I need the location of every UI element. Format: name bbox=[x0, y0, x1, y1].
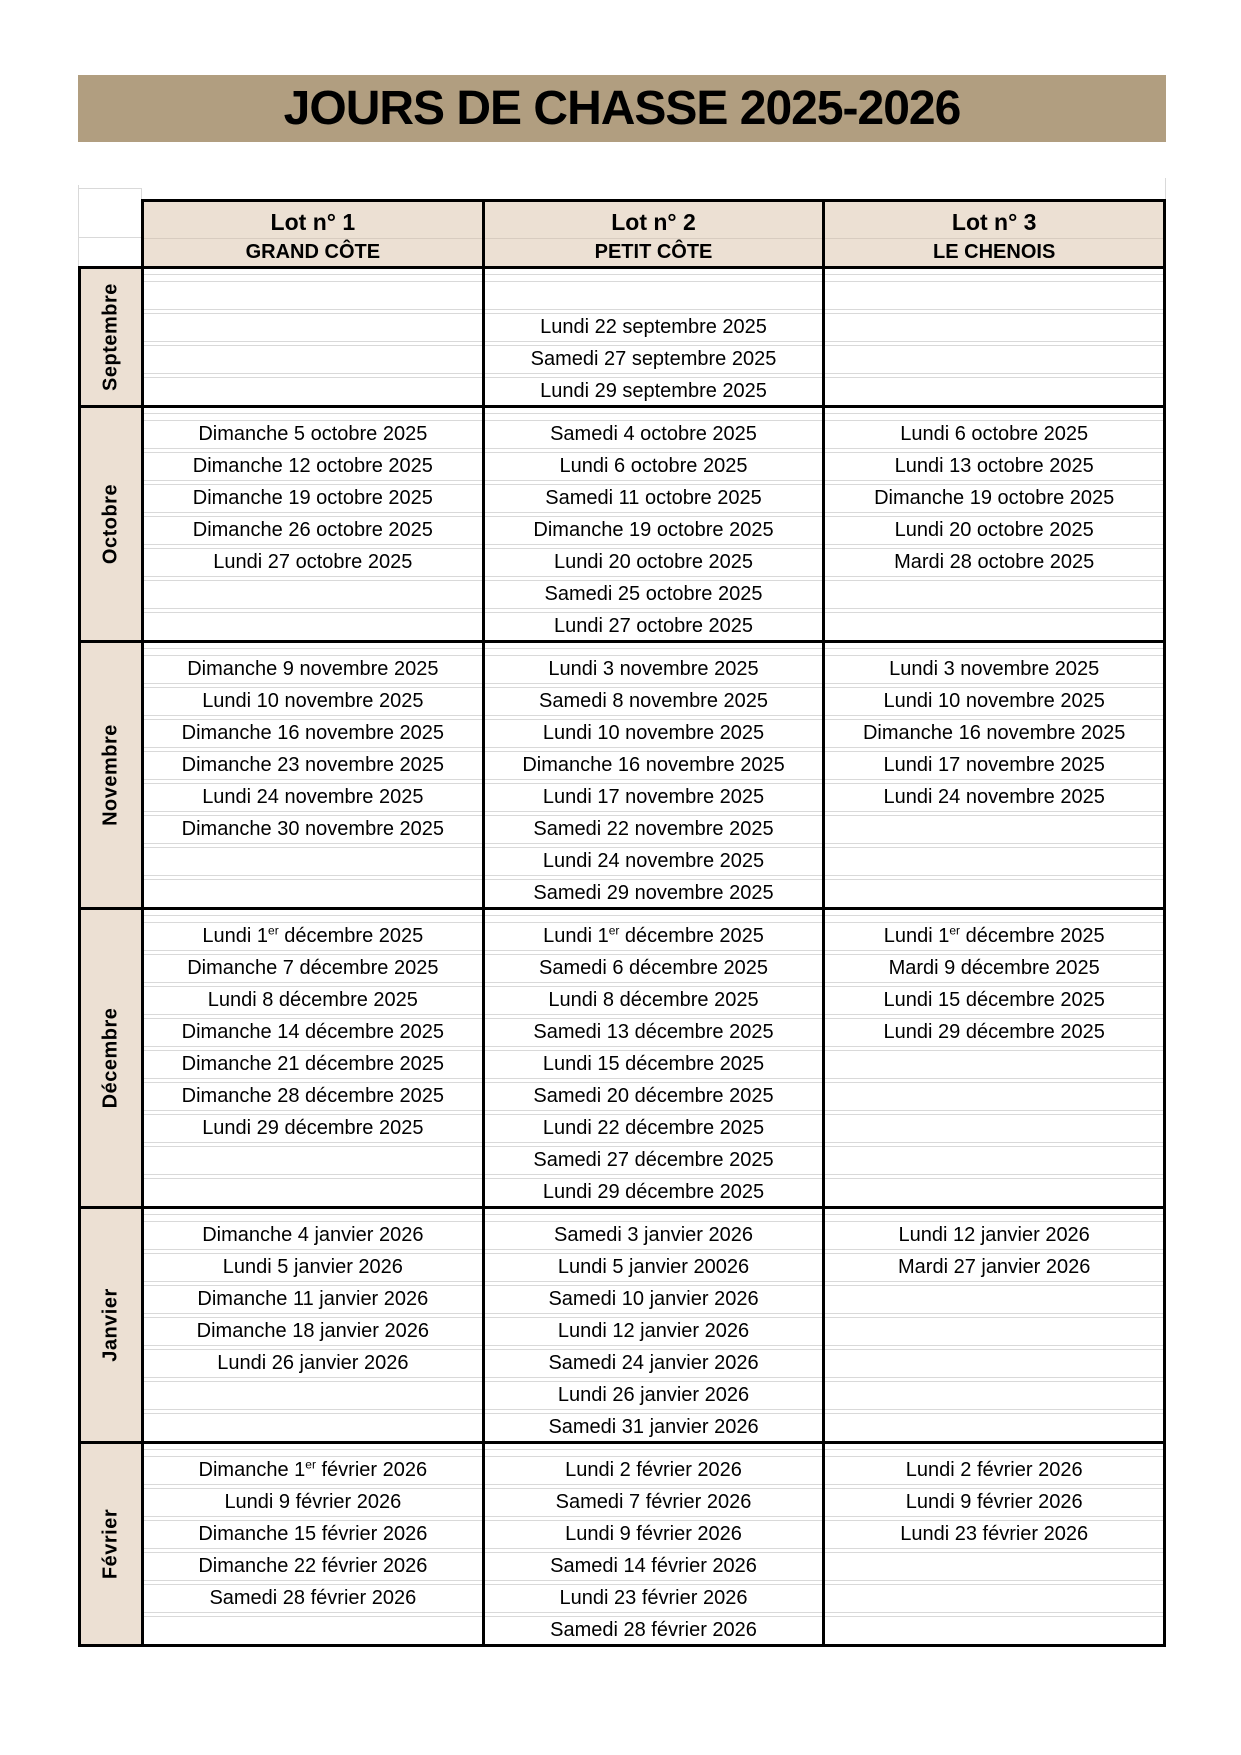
date-cell: Lundi 26 janvier 2026 bbox=[557, 1384, 750, 1406]
date-cell: Lundi 10 novembre 2025 bbox=[542, 722, 765, 744]
spacer-row bbox=[485, 910, 823, 923]
empty-cell bbox=[825, 1179, 1163, 1206]
date-cell: Lundi 12 janvier 2026 bbox=[898, 1224, 1090, 1246]
month-label: Février bbox=[99, 1508, 122, 1580]
month-label-cell bbox=[81, 408, 144, 640]
date-cell: Lundi 1er décembre 2025 bbox=[543, 923, 764, 947]
date-cell: Lundi 27 octobre 2025 bbox=[553, 615, 754, 637]
date-cell: Lundi 13 octobre 2025 bbox=[894, 455, 1094, 477]
lot-2-column bbox=[485, 1209, 826, 1441]
empty-cell bbox=[144, 282, 482, 309]
spacer-row bbox=[825, 1444, 1163, 1457]
date-cell: Lundi 8 décembre 2025 bbox=[548, 989, 759, 1011]
date-cell: Dimanche 19 octobre 2025 bbox=[533, 519, 774, 541]
empty-cell bbox=[825, 378, 1163, 405]
lot-1-column bbox=[144, 643, 485, 907]
ordinal-superscript: er bbox=[949, 923, 961, 938]
date-cell: Dimanche 11 janvier 2026 bbox=[197, 1288, 429, 1310]
title-banner bbox=[78, 75, 1166, 142]
date-cell: Dimanche 18 janvier 2026 bbox=[196, 1320, 430, 1342]
empty-cell bbox=[144, 1617, 482, 1644]
lot-3-column bbox=[825, 1444, 1163, 1644]
date-cell: Dimanche 7 décembre 2025 bbox=[187, 957, 439, 979]
date-cell: Lundi 8 décembre 2025 bbox=[207, 989, 418, 1011]
spacer-row bbox=[144, 910, 482, 923]
date-cell: Dimanche 12 octobre 2025 bbox=[192, 455, 433, 477]
gridline-remnant bbox=[78, 188, 141, 189]
lot-3-column bbox=[825, 408, 1163, 640]
date-cell: Lundi 10 novembre 2025 bbox=[883, 690, 1105, 712]
date-cell: Lundi 15 décembre 2025 bbox=[883, 989, 1105, 1011]
empty-cell bbox=[825, 1382, 1163, 1409]
page-title: JOURS DE CHASSE 2025-2026 bbox=[283, 82, 961, 135]
empty-cell bbox=[825, 282, 1163, 309]
date-cell: Lundi 29 décembre 2025 bbox=[883, 1021, 1105, 1043]
date-cell: Lundi 9 février 2026 bbox=[565, 1523, 742, 1545]
date-cell: Lundi 5 janvier 20026 bbox=[557, 1256, 750, 1278]
empty-cell bbox=[825, 1147, 1163, 1174]
empty-cell bbox=[144, 314, 482, 341]
empty-cell bbox=[825, 1286, 1163, 1313]
lot-2-column bbox=[485, 1444, 826, 1644]
date-cell: Samedi 28 février 2026 bbox=[550, 1619, 757, 1641]
spacer-row bbox=[485, 1444, 823, 1457]
lot-3-name: LE CHENOIS bbox=[933, 241, 1056, 263]
lot-2-column bbox=[485, 269, 826, 405]
date-cell: Dimanche 30 novembre 2025 bbox=[181, 818, 445, 840]
empty-cell bbox=[144, 1414, 482, 1441]
date-cell: Lundi 12 janvier 2026 bbox=[557, 1320, 750, 1342]
date-cell: Lundi 1er décembre 2025 bbox=[202, 923, 424, 947]
date-cell: Dimanche 19 octobre 2025 bbox=[874, 487, 1115, 509]
date-cell: Lundi 23 février 2026 bbox=[559, 1587, 748, 1609]
empty-cell bbox=[825, 613, 1163, 640]
lot-1-label: Lot n° 1 bbox=[144, 202, 482, 239]
date-cell: Dimanche 16 novembre 2025 bbox=[522, 754, 785, 776]
date-cell: Samedi 27 septembre 2025 bbox=[530, 348, 777, 370]
column-header-lot-2 bbox=[485, 202, 826, 266]
column-header-lot-1 bbox=[144, 202, 485, 266]
empty-cell bbox=[825, 880, 1163, 907]
lot-2-column bbox=[485, 408, 826, 640]
month-label: Décembre bbox=[99, 1007, 122, 1109]
date-cell: Dimanche 5 octobre 2025 bbox=[198, 423, 428, 445]
empty-cell bbox=[825, 1414, 1163, 1441]
month-label-cell bbox=[81, 910, 144, 1206]
month-section-decembre bbox=[78, 907, 1166, 1209]
date-cell: Samedi 22 novembre 2025 bbox=[533, 818, 774, 840]
month-label: Septembre bbox=[99, 283, 122, 391]
empty-cell bbox=[144, 1382, 482, 1409]
empty-cell bbox=[485, 282, 823, 309]
date-cell: Dimanche 4 janvier 2026 bbox=[202, 1224, 424, 1246]
month-label-cell bbox=[81, 643, 144, 907]
spacer-row bbox=[144, 643, 482, 656]
table-header-row bbox=[141, 199, 1166, 269]
date-cell: Lundi 23 février 2026 bbox=[900, 1523, 1089, 1545]
lot-1-column bbox=[144, 910, 485, 1206]
date-cell: Lundi 29 décembre 2025 bbox=[542, 1181, 765, 1203]
empty-cell bbox=[825, 581, 1163, 608]
date-cell: Dimanche 23 novembre 2025 bbox=[181, 754, 445, 776]
date-cell: Lundi 27 octobre 2025 bbox=[213, 551, 413, 573]
spacer-row bbox=[825, 643, 1163, 656]
hunting-days-table bbox=[78, 199, 1166, 1647]
date-cell: Samedi 11 octobre 2025 bbox=[545, 487, 762, 509]
month-label: Janvier bbox=[99, 1288, 122, 1362]
date-cell: Samedi 29 novembre 2025 bbox=[533, 882, 774, 904]
date-cell: Dimanche 16 novembre 2025 bbox=[862, 722, 1126, 744]
date-cell: Lundi 29 septembre 2025 bbox=[540, 380, 767, 402]
date-cell: Lundi 9 février 2026 bbox=[224, 1491, 402, 1513]
date-cell: Samedi 8 novembre 2025 bbox=[538, 690, 769, 712]
date-cell: Dimanche 26 octobre 2025 bbox=[192, 519, 433, 541]
empty-cell bbox=[144, 378, 482, 405]
lot-3-label: Lot n° 3 bbox=[825, 202, 1163, 239]
date-cell: Dimanche 19 octobre 2025 bbox=[192, 487, 433, 509]
date-cell: Lundi 3 novembre 2025 bbox=[889, 658, 1100, 680]
lot-3-column bbox=[825, 910, 1163, 1206]
month-label-cell bbox=[81, 1209, 144, 1441]
date-cell: Samedi 13 décembre 2025 bbox=[533, 1021, 774, 1043]
date-cell: Lundi 22 septembre 2025 bbox=[540, 316, 767, 338]
column-header-lot-3 bbox=[825, 202, 1163, 266]
month-section-janvier bbox=[78, 1206, 1166, 1444]
empty-cell bbox=[144, 346, 482, 373]
ordinal-superscript: er bbox=[305, 1457, 316, 1472]
empty-cell bbox=[144, 581, 482, 608]
empty-cell bbox=[144, 1147, 482, 1174]
empty-cell bbox=[825, 1318, 1163, 1345]
lot-1-column bbox=[144, 1209, 485, 1441]
date-cell: Lundi 24 novembre 2025 bbox=[202, 786, 424, 808]
empty-cell bbox=[825, 1051, 1163, 1078]
lot-1-name: GRAND CÔTE bbox=[245, 241, 381, 263]
date-cell: Lundi 20 octobre 2025 bbox=[894, 519, 1094, 541]
spacer-row bbox=[144, 269, 482, 282]
date-cell: Lundi 26 janvier 2026 bbox=[217, 1352, 409, 1374]
empty-cell bbox=[144, 848, 482, 875]
date-cell: Lundi 17 novembre 2025 bbox=[883, 754, 1105, 776]
date-cell: Lundi 6 octobre 2025 bbox=[559, 455, 748, 477]
date-cell: Lundi 1er décembre 2025 bbox=[883, 923, 1105, 947]
date-cell: Dimanche 15 février 2026 bbox=[198, 1523, 428, 1545]
spacer-row bbox=[144, 1209, 482, 1222]
empty-cell bbox=[144, 880, 482, 907]
spacer-row bbox=[485, 269, 823, 282]
date-cell: Lundi 9 février 2026 bbox=[905, 1491, 1083, 1513]
empty-cell bbox=[144, 613, 482, 640]
date-cell: Samedi 20 décembre 2025 bbox=[533, 1085, 774, 1107]
date-cell: Samedi 25 octobre 2025 bbox=[544, 583, 763, 605]
spacer-row bbox=[144, 408, 482, 421]
month-label: Novembre bbox=[99, 724, 122, 826]
date-cell: Mardi 28 octobre 2025 bbox=[894, 551, 1095, 573]
date-cell: Lundi 10 novembre 2025 bbox=[202, 690, 424, 712]
date-cell: Lundi 20 octobre 2025 bbox=[553, 551, 754, 573]
date-cell: Lundi 15 décembre 2025 bbox=[542, 1053, 765, 1075]
date-cell: Samedi 4 octobre 2025 bbox=[550, 423, 757, 445]
spacer-row bbox=[825, 910, 1163, 923]
date-cell: Dimanche 21 décembre 2025 bbox=[181, 1053, 445, 1075]
month-section-novembre bbox=[78, 640, 1166, 910]
empty-cell bbox=[825, 1553, 1163, 1580]
date-cell: Dimanche 28 décembre 2025 bbox=[181, 1085, 445, 1107]
date-cell: Samedi 27 décembre 2025 bbox=[533, 1149, 774, 1171]
ordinal-superscript: er bbox=[268, 923, 279, 938]
spacer-row bbox=[825, 1209, 1163, 1222]
spacer-row bbox=[144, 1444, 482, 1457]
date-cell: Samedi 24 janvier 2026 bbox=[548, 1352, 759, 1374]
date-cell: Lundi 29 décembre 2025 bbox=[202, 1117, 424, 1139]
date-cell: Dimanche 9 novembre 2025 bbox=[187, 658, 439, 680]
month-label-cell bbox=[81, 1444, 144, 1644]
month-section-fevrier bbox=[78, 1441, 1166, 1647]
date-cell: Samedi 31 janvier 2026 bbox=[548, 1416, 759, 1438]
lot-1-column bbox=[144, 269, 485, 405]
lot-2-column bbox=[485, 643, 826, 907]
empty-cell bbox=[825, 346, 1163, 373]
empty-cell bbox=[825, 314, 1163, 341]
date-cell: Samedi 14 février 2026 bbox=[550, 1555, 757, 1577]
date-cell: Samedi 3 janvier 2026 bbox=[554, 1224, 754, 1246]
empty-cell bbox=[825, 1585, 1163, 1612]
spacer-row bbox=[485, 643, 823, 656]
month-section-septembre bbox=[78, 266, 1166, 408]
date-cell: Samedi 6 décembre 2025 bbox=[538, 957, 769, 979]
empty-cell bbox=[825, 1083, 1163, 1110]
date-cell: Lundi 2 février 2026 bbox=[565, 1459, 742, 1481]
date-cell: Dimanche 14 décembre 2025 bbox=[181, 1021, 445, 1043]
date-cell: Samedi 7 février 2026 bbox=[555, 1491, 752, 1513]
date-cell: Lundi 2 février 2026 bbox=[905, 1459, 1083, 1481]
date-cell: Dimanche 22 février 2026 bbox=[198, 1555, 428, 1577]
date-cell: Lundi 24 novembre 2025 bbox=[883, 786, 1105, 808]
month-label-cell bbox=[81, 269, 144, 405]
empty-cell bbox=[825, 1350, 1163, 1377]
lot-1-column bbox=[144, 1444, 485, 1644]
date-cell: Mardi 27 janvier 2026 bbox=[898, 1256, 1091, 1278]
months bbox=[78, 266, 1166, 1647]
date-cell: Dimanche 16 novembre 2025 bbox=[181, 722, 445, 744]
lot-2-name: PETIT CÔTE bbox=[594, 241, 713, 263]
empty-cell bbox=[144, 1179, 482, 1206]
lot-2-label: Lot n° 2 bbox=[485, 202, 823, 239]
date-cell: Lundi 22 décembre 2025 bbox=[542, 1117, 765, 1139]
ordinal-superscript: er bbox=[608, 923, 620, 938]
date-cell: Lundi 3 novembre 2025 bbox=[548, 658, 759, 680]
lot-1-column bbox=[144, 408, 485, 640]
empty-cell bbox=[825, 816, 1163, 843]
lot-3-column bbox=[825, 643, 1163, 907]
date-cell: Samedi 28 février 2026 bbox=[209, 1587, 417, 1609]
spacer-row bbox=[485, 408, 823, 421]
empty-cell bbox=[825, 1617, 1163, 1644]
spacer-row bbox=[825, 408, 1163, 421]
date-cell: Mardi 9 décembre 2025 bbox=[888, 957, 1100, 979]
date-cell: Lundi 17 novembre 2025 bbox=[542, 786, 765, 808]
spacer-row bbox=[825, 269, 1163, 282]
date-cell: Lundi 5 janvier 2026 bbox=[222, 1256, 403, 1278]
gridline-remnant bbox=[1165, 178, 1166, 199]
spacer-row bbox=[485, 1209, 823, 1222]
date-cell: Lundi 6 octobre 2025 bbox=[900, 423, 1089, 445]
empty-cell bbox=[825, 1115, 1163, 1142]
date-cell: Lundi 24 novembre 2025 bbox=[542, 850, 765, 872]
lot-2-column bbox=[485, 910, 826, 1206]
date-cell: Dimanche 1er février 2026 bbox=[198, 1457, 428, 1481]
empty-cell bbox=[825, 848, 1163, 875]
lot-3-column bbox=[825, 269, 1163, 405]
gridline-remnant bbox=[141, 188, 142, 199]
month-label: Octobre bbox=[99, 483, 122, 565]
month-section-octobre bbox=[78, 405, 1166, 643]
date-cell: Samedi 10 janvier 2026 bbox=[548, 1288, 759, 1310]
lot-3-column bbox=[825, 1209, 1163, 1441]
